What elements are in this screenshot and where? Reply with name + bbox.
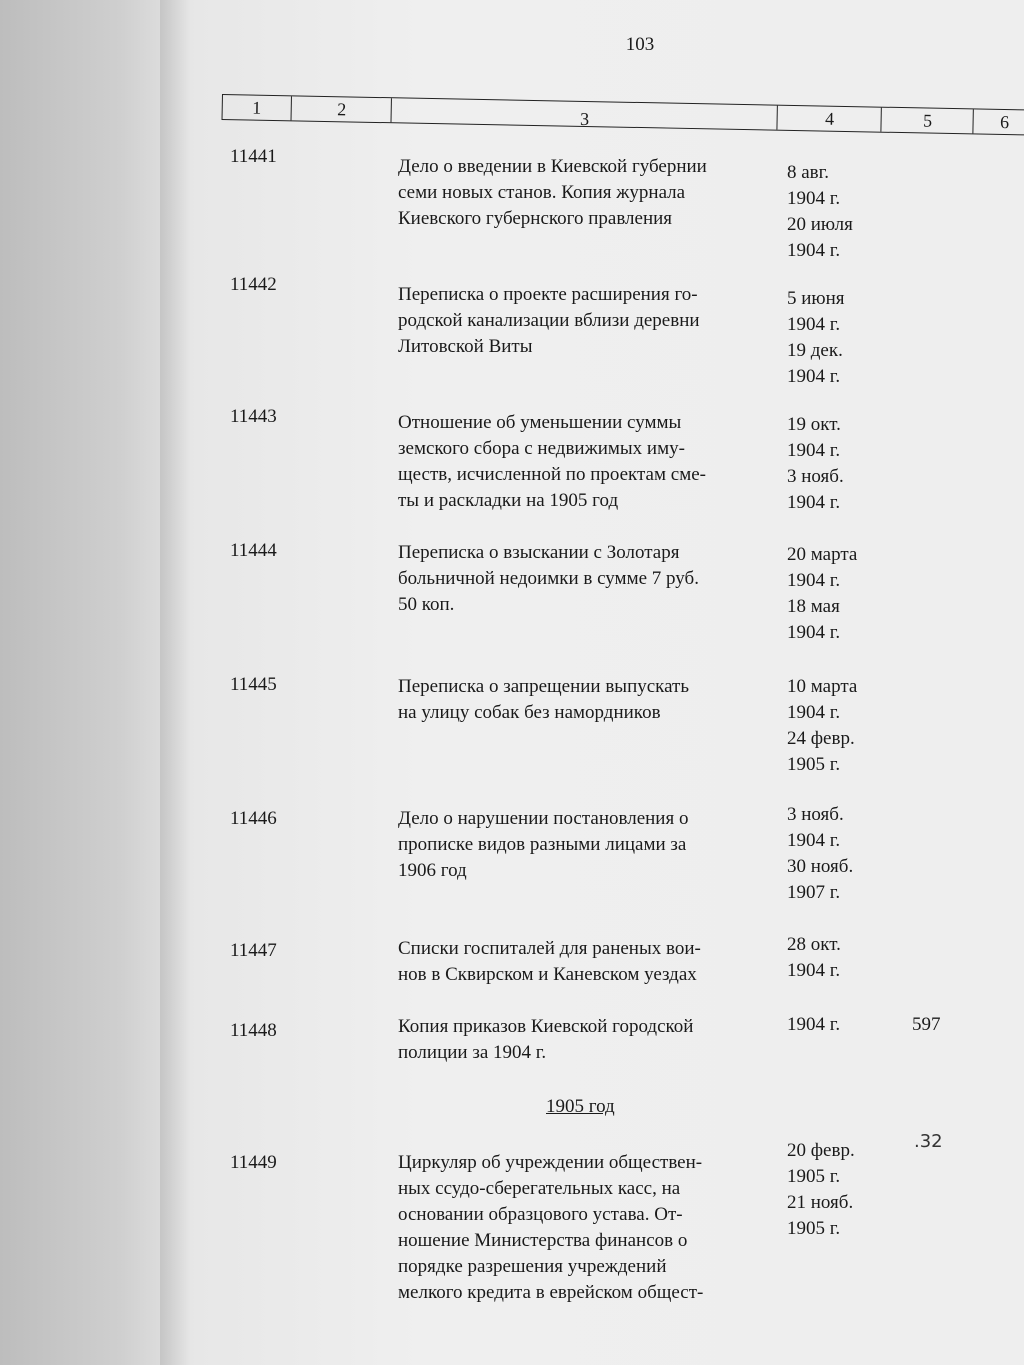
record-date-line: 10 марта (787, 676, 858, 697)
record-title-line: Киевского губернского правления (398, 208, 673, 229)
record-date-line: 1905 г. (787, 754, 841, 775)
record-title (398, 540, 773, 618)
record-date-line: 5 июня (787, 288, 845, 309)
record-date-line: 28 окт. (787, 934, 841, 955)
record-date-line: 1904 г. (787, 492, 841, 513)
column-header-2: 2 (293, 96, 392, 122)
record-number: 11442 (230, 274, 277, 295)
record-title (398, 410, 773, 514)
column-header-4: 4 (778, 106, 881, 132)
record-date-line: 1904 г. (787, 830, 841, 851)
record-title (398, 1014, 773, 1066)
column-header-5: 5 (882, 108, 973, 134)
record-title-line: на улицу собак без намордников (398, 702, 661, 723)
column-header-6: 6 (999, 111, 1010, 133)
record-dates (787, 542, 897, 646)
record-date-line: 1904 г. (787, 570, 841, 591)
record-date-line: 19 окт. (787, 414, 841, 435)
record-title-line: Копия приказов Киевской городской (398, 1016, 694, 1037)
record-title (398, 282, 773, 360)
record-title-line: Дело о нарушении постановления о (398, 808, 689, 829)
record-dates (787, 674, 897, 778)
column-header-3: 3 (392, 98, 777, 129)
year-section-heading: 1905 год (546, 1096, 615, 1117)
record-date-line: 8 авг. (787, 162, 830, 183)
record-number: 11444 (230, 540, 277, 561)
record-dates (787, 1138, 897, 1242)
record-dates (787, 932, 897, 984)
record-date-line: 1907 г. (787, 882, 841, 903)
record-date-line: 1904 г. (787, 1014, 841, 1035)
record-dates (787, 802, 897, 906)
record-title-line: порядке разрешения учреждений (398, 1256, 667, 1277)
record-title-line: нов в Сквирском и Каневском уездах (398, 964, 697, 985)
record-date-line: 20 февр. (787, 1140, 855, 1161)
record-sheet-count: 597 (912, 1014, 941, 1035)
record-date-line: 20 июля (787, 214, 853, 235)
record-date-line: 1905 г. (787, 1218, 841, 1239)
record-title-line: 50 коп. (398, 594, 455, 615)
record-date-line: 3 нояб. (787, 466, 844, 487)
record-title-line: Циркуляр об учреждении обществен- (398, 1152, 703, 1173)
record-title-line: Переписка о проекте расширения го- (398, 284, 698, 305)
record-date-line: 3 нояб. (787, 804, 844, 825)
record-title-line: больничной недоимки в сумме 7 руб. (398, 568, 699, 589)
record-number: 11448 (230, 1020, 277, 1041)
record-title-line: Литовской Виты (398, 336, 533, 357)
record-dates (787, 1012, 897, 1038)
record-number: 11449 (230, 1152, 277, 1173)
record-date-line: 21 нояб. (787, 1192, 854, 1213)
column-header-1: 1 (223, 95, 292, 120)
record-date-line: 1905 г. (787, 1166, 841, 1187)
record-title-line: земского сбора с недвижимых иму- (398, 438, 685, 459)
record-title-line: ществ, исчисленной по проектам сме- (398, 464, 706, 485)
record-title (398, 806, 773, 884)
record-date-line: 1904 г. (787, 960, 841, 981)
record-number: 11447 (230, 940, 277, 961)
record-title-line: полиции за 1904 г. (398, 1042, 547, 1063)
record-date-line: 20 марта (787, 544, 858, 565)
record-title-line: ных ссудо-сберегательных касс, на (398, 1178, 681, 1199)
record-title-line: Отношение об уменьшении суммы (398, 412, 682, 433)
record-date-line: 1904 г. (787, 366, 841, 387)
record-title (398, 936, 773, 988)
record-date-line: 1904 г. (787, 314, 841, 335)
record-date-line: 1904 г. (787, 440, 841, 461)
page-number: 103 (625, 34, 655, 55)
record-dates (787, 412, 897, 516)
record-number: 11445 (230, 674, 277, 695)
record-title-line: мелкого кредита в еврейском общест- (398, 1282, 704, 1303)
handwritten-note: .32 (914, 1131, 943, 1152)
record-date-line: 1904 г. (787, 622, 841, 643)
record-number: 11443 (230, 406, 277, 427)
record-title-line: Переписка о взыскании с Золотаря (398, 542, 680, 563)
record-date-line: 1904 г. (787, 702, 841, 723)
record-title-line: родской канализации вблизи деревни (398, 310, 700, 331)
record-title-line: Переписка о запрещении выпускать (398, 676, 690, 697)
record-title-line: 1906 год (398, 860, 467, 881)
record-title (398, 154, 773, 232)
record-title-line: семи новых станов. Копия журнала (398, 182, 686, 203)
record-date-line: 19 дек. (787, 340, 843, 361)
record-number: 11446 (230, 808, 277, 829)
record-title (398, 674, 773, 726)
record-title-line: основании образцового устава. От- (398, 1204, 683, 1225)
record-dates (787, 160, 897, 264)
record-title-line: Дело о введении в Киевской губернии (398, 156, 707, 177)
record-number: 11441 (230, 146, 277, 167)
record-title-line: Списки госпиталей для раненых вои- (398, 938, 701, 959)
record-date-line: 18 мая (787, 596, 840, 617)
record-title-line: прописке видов разными лицами за (398, 834, 687, 855)
record-date-line: 24 февр. (787, 728, 855, 749)
record-date-line: 30 нояб. (787, 856, 854, 877)
record-title-line: ношение Министерства финансов о (398, 1230, 688, 1251)
record-title (398, 1150, 773, 1306)
record-date-line: 1904 г. (787, 188, 841, 209)
record-title-line: ты и раскладки на 1905 год (398, 490, 619, 511)
record-date-line: 1904 г. (787, 240, 841, 261)
record-dates (787, 286, 897, 390)
